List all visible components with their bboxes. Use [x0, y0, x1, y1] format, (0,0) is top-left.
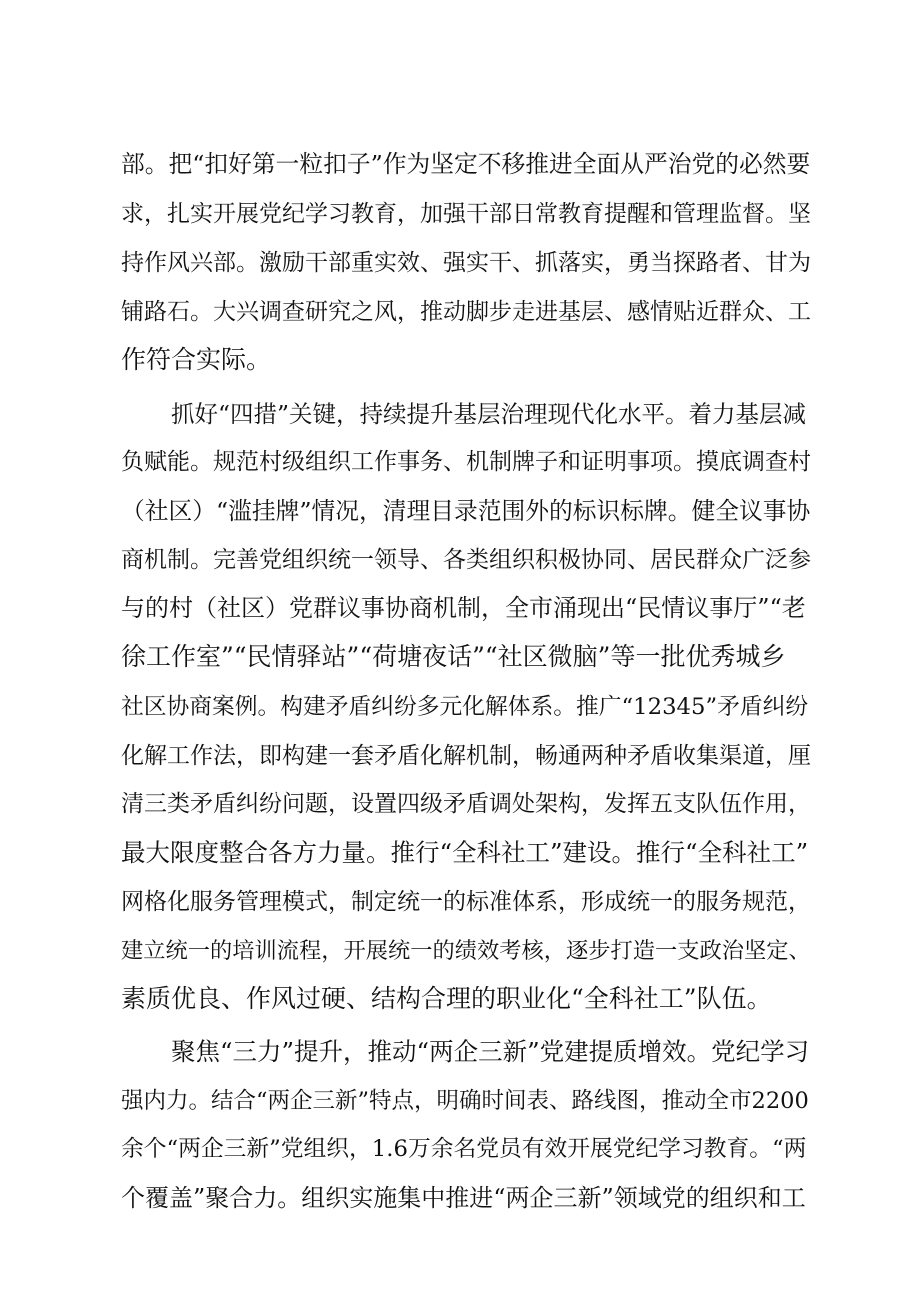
text-line: 个覆盖”聚合力。组织实施集中推进“两企三新”领域党的组织和工	[121, 1184, 806, 1212]
text-line: 余个“两企三新”党组织，1.6万余名党员有效开展党纪学习教育。“两	[121, 1136, 807, 1162]
text-line: 化解工作法，即构建一套矛盾化解机制，畅通两种矛盾收集渠道，厘	[121, 743, 811, 769]
text-line: 求，扎实开展党纪学习教育，加强干部日常教育提醒和管理监督。坚	[121, 201, 811, 227]
text-line: 清三类矛盾纠纷问题，设置四级矛盾调处架构，发挥五支队伍作用，	[121, 791, 811, 817]
text-line: 作符合实际。	[121, 345, 272, 374]
text-line: 徐工作室”“民情驿站”“荷塘夜话”“社区微脑”等一批优秀城乡	[121, 642, 786, 671]
text-line: 与的村（社区）党群议事协商机制，全市涌现出“民情议事厅”“老	[121, 594, 806, 622]
text-line: 强内力。结合“两企三新”特点，明确时间表、路线图，推动全市2200	[121, 1088, 809, 1114]
text-line: 最大限度整合各方力量。推行“全科社工”建设。推行“全科社工”	[121, 838, 809, 867]
paragraph-first-line: 聚焦“三力”提升，推动“两企三新”党建提质增效。党纪学习	[171, 1037, 810, 1066]
text-line: 持作风兴部。激励干部重实效、强实干、抓落实，勇当探路者、甘为	[121, 250, 811, 276]
text-line: 素质优良、作风过硬、结构合理的职业化“全科社工”队伍。	[121, 984, 772, 1013]
text-line: （社区）“滥挂牌”情况，清理目录范围外的标识标牌。健全议事协	[121, 497, 811, 525]
text-line: 负赋能。规范村级组织工作事务、机制牌子和证明事项。摸底调查村	[121, 449, 811, 475]
text-line: 网格化服务管理模式，制定统一的标准体系，形成统一的服务规范，	[121, 889, 811, 915]
text-line: 社区协商案例。构建矛盾纠纷多元化解体系。推广“12345”矛盾纠纷	[121, 694, 809, 720]
text-line: 商机制。完善党组织统一领导、各类组织积极协同、居民群众广泛参	[121, 547, 811, 573]
text-line: 建立统一的培训流程，开展统一的绩效考核，逐步打造一支政治坚定、	[121, 938, 811, 964]
paragraph-first-line: 抓好“四措”关键，持续提升基层治理现代化水平。着力基层减	[171, 400, 807, 428]
text-line: 部。把“扣好第一粒扣子”作为坚定不移推进全面从严治党的必然要	[121, 150, 811, 178]
text-line: 铺路石。大兴调查研究之风，推动脚步走进基层、感情贴近群众、工	[121, 299, 811, 325]
